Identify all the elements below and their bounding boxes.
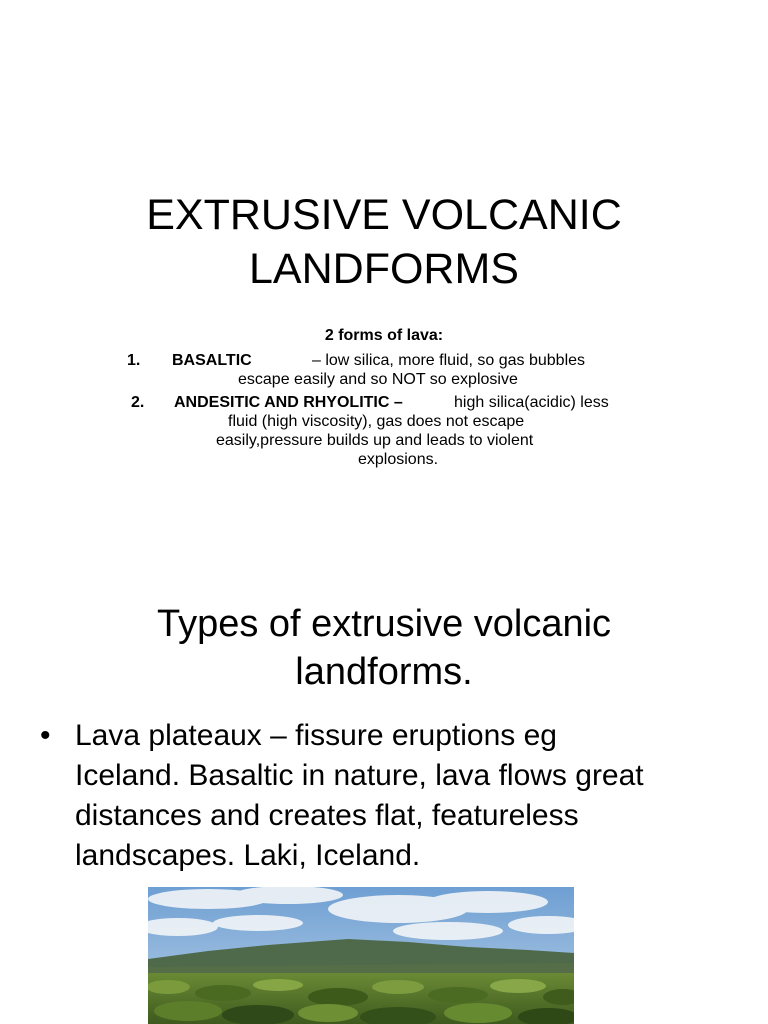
item-description-line: – low silica, more fluid, so gas bubbles bbox=[312, 352, 586, 369]
bullet-line: distances and creates flat, featureless bbox=[75, 799, 579, 832]
bullet-line: Iceland. Basaltic in nature, lava flows great bbox=[75, 759, 644, 792]
title-line: Types of extrusive volcanic bbox=[156, 603, 612, 645]
landscape-image bbox=[148, 887, 574, 1024]
item-description-line: escape easily and so NOT so explosive bbox=[238, 371, 518, 388]
bullet-line: Lava plateaux – fissure eruptions eg bbox=[75, 719, 557, 752]
bullet-text bbox=[75, 716, 745, 876]
bullet-line: landscapes. Laki, Iceland. bbox=[75, 839, 421, 872]
slide-title bbox=[0, 188, 768, 296]
title-line: LANDFORMS bbox=[249, 245, 519, 293]
lava-item-andesitic bbox=[0, 393, 768, 473]
title-line: landforms. bbox=[295, 651, 473, 693]
item-description-line: easily,pressure builds up and leads to violent bbox=[216, 432, 534, 449]
lava-item-basaltic bbox=[0, 351, 768, 391]
item-description-line: high silica(acidic) less bbox=[454, 394, 609, 411]
item-name: BASALTIC bbox=[172, 352, 252, 369]
lava-field-photo bbox=[148, 887, 574, 1024]
item-description-line: explosions. bbox=[358, 451, 439, 468]
item-description-line: fluid (high viscosity), gas does not escape bbox=[228, 413, 525, 430]
title-line: EXTRUSIVE VOLCANIC bbox=[146, 191, 622, 239]
item-number: 2. bbox=[131, 394, 145, 411]
item-number: 1. bbox=[127, 352, 141, 369]
lava-heading: 2 forms of lava: bbox=[324, 327, 444, 344]
bullet-icon: • bbox=[40, 719, 51, 752]
slide-title bbox=[0, 600, 768, 696]
item-name: ANDESITIC AND RHYOLITIC – bbox=[174, 394, 403, 411]
